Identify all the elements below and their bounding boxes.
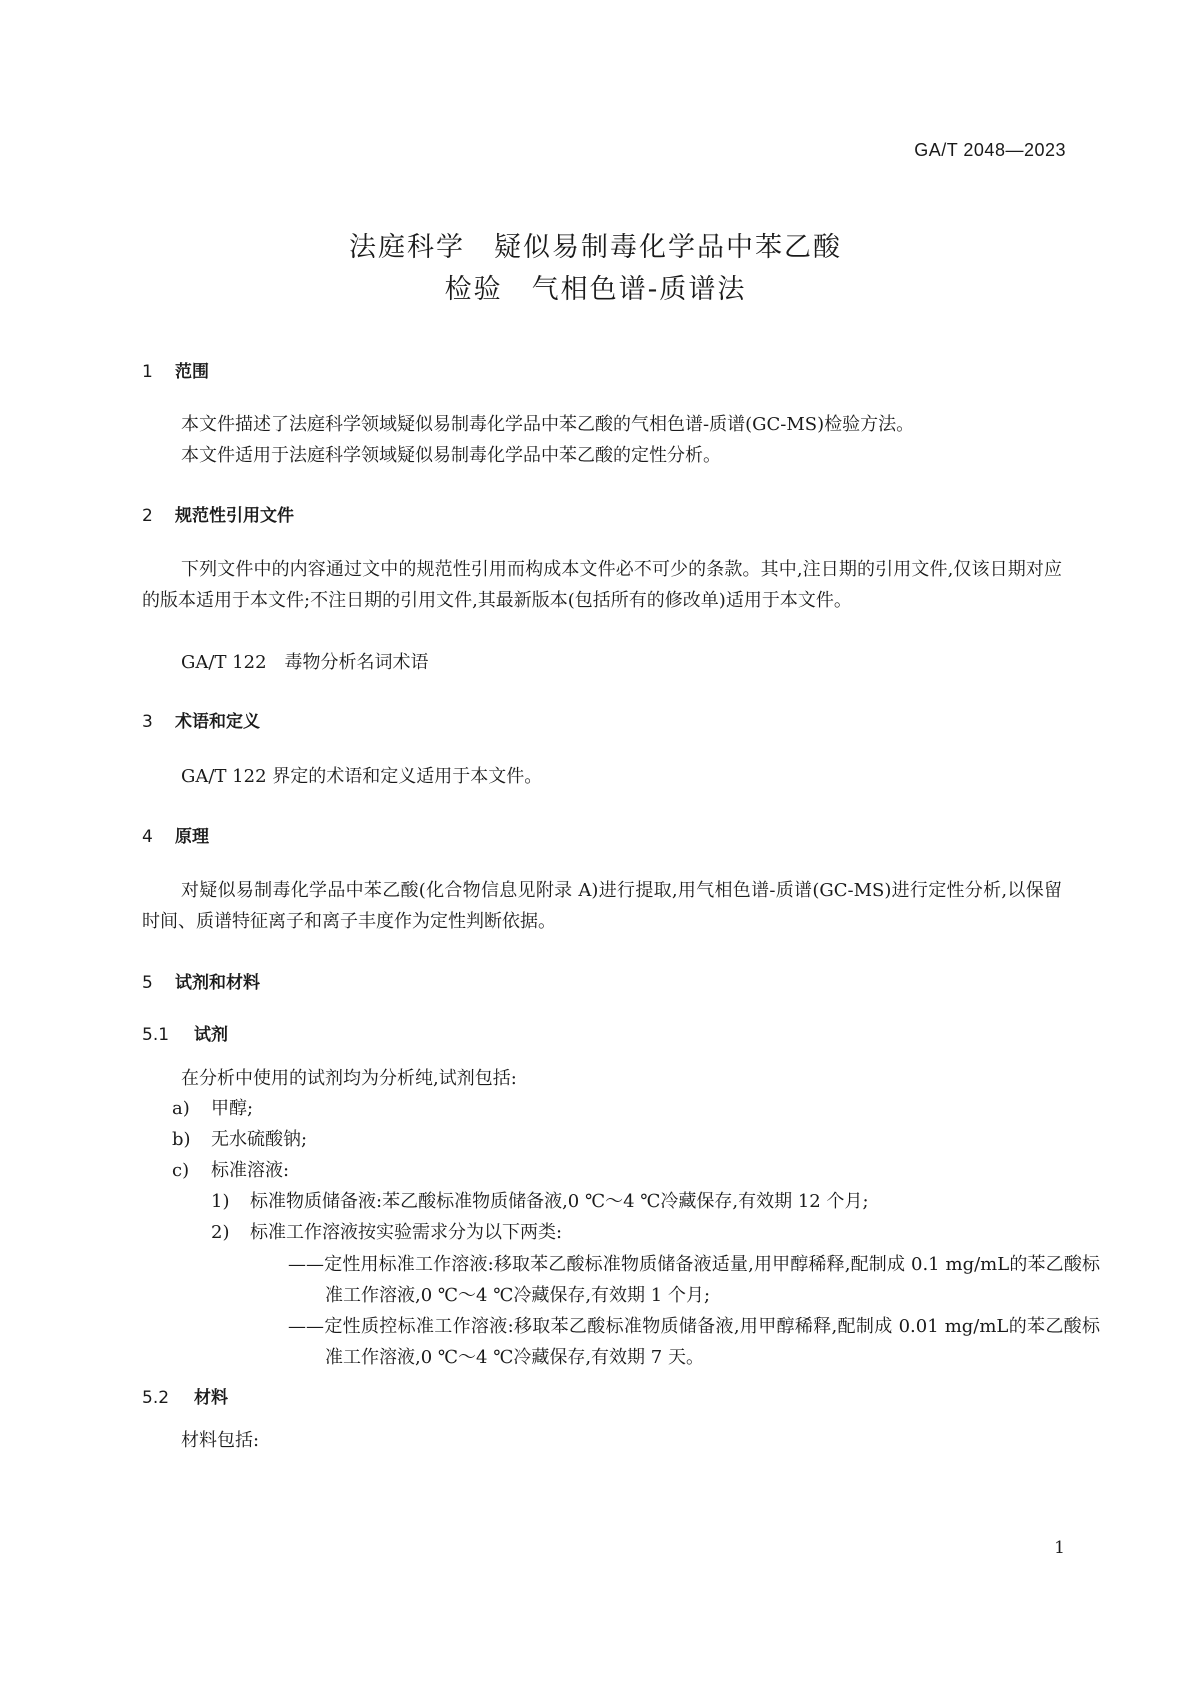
list-item <box>172 1125 307 1151</box>
section-3-heading <box>142 707 260 732</box>
section-title: 材料 <box>194 1388 228 1408</box>
section-title: 规范性引用文件 <box>175 506 294 526</box>
section-number: 5.2 <box>142 1388 170 1408</box>
paragraph: GA/T 122 界定的术语和定义适用于本文件。 <box>181 766 543 787</box>
dash-list-item: ——定性质控标准工作溶液:移取苯乙酸标准物质储备液,用甲醇稀释,配制成 0.01 mg/mL的苯乙酸标准工作溶液,0 ℃～4 ℃冷藏保存,有效期 7 天。 <box>288 1316 1100 1368</box>
page-number: 1 <box>1054 1538 1065 1558</box>
paragraph: 对疑似易制毒化学品中苯乙酸(化合物信息见附录 A)进行提取,用气相色谱-质谱(GC-MS)进行定性分析,以保留时间、质谱特征离子和离子丰度作为定性判断依据。 <box>142 880 1062 932</box>
section-number: 2 <box>142 506 153 526</box>
paragraph: 下列文件中的内容通过文中的规范性引用而构成本文件必不可少的条款。其中,注日期的引用文件,仅该日期对应的版本适用于本文件;不注日期的引用文件,其最新版本(包括所有的修改单)适用于本文件。 <box>142 559 1062 611</box>
section-number: 5.1 <box>142 1025 170 1045</box>
list-text: 无水硫酸钠; <box>211 1129 308 1150</box>
section-number: 3 <box>142 712 153 732</box>
section-number: 4 <box>142 827 153 847</box>
list-marker: a) <box>172 1098 190 1119</box>
sub-list-item <box>211 1187 869 1213</box>
section-title: 试剂 <box>194 1025 228 1045</box>
section-title: 范围 <box>175 362 209 382</box>
document-title-line1: 法庭科学 疑似易制毒化学品中苯乙酸 <box>349 232 842 263</box>
section-5-1-heading <box>142 1020 228 1045</box>
sub-list-item <box>211 1218 562 1244</box>
list-marker: 1) <box>211 1191 230 1212</box>
standard-number: GA/T 2048—2023 <box>914 140 1066 160</box>
section-5-heading <box>142 968 260 993</box>
list-marker: b) <box>172 1129 191 1150</box>
section-title: 术语和定义 <box>175 712 260 732</box>
paragraph: 本文件适用于法庭科学领域疑似易制毒化学品中苯乙酸的定性分析。 <box>181 445 721 466</box>
list-marker: c) <box>172 1160 190 1181</box>
section-title: 原理 <box>175 827 209 847</box>
document-title-line2: 检验 气相色谱-质谱法 <box>444 274 747 305</box>
list-text: 标准物质储备液:苯乙酸标准物质储备液,0 ℃～4 ℃冷藏保存,有效期 12 个月; <box>250 1191 869 1212</box>
dash-list-item: ——定性用标准工作溶液:移取苯乙酸标准物质储备液适量,用甲醇稀释,配制成 0.1 mg/mL的苯乙酸标准工作溶液,0 ℃～4 ℃冷藏保存,有效期 1 个月; <box>288 1254 1100 1306</box>
paragraph: 材料包括: <box>181 1430 260 1451</box>
section-number: 5 <box>142 973 153 993</box>
list-text: 标准工作溶液按实验需求分为以下两类: <box>250 1222 563 1243</box>
paragraph: 本文件描述了法庭科学领域疑似易制毒化学品中苯乙酸的气相色谱-质谱(GC-MS)检验方法。 <box>181 414 915 435</box>
section-1-heading <box>142 357 209 382</box>
list-item <box>172 1094 253 1120</box>
paragraph: 在分析中使用的试剂均为分析纯,试剂包括: <box>181 1068 517 1089</box>
section-5-2-heading <box>142 1383 228 1408</box>
normative-reference: GA/T 122 毒物分析名词术语 <box>181 652 429 673</box>
list-text: 甲醇; <box>211 1098 254 1119</box>
list-marker: 2) <box>211 1222 230 1243</box>
section-4-heading <box>142 822 209 847</box>
section-2-heading <box>142 501 294 526</box>
section-number: 1 <box>142 362 153 382</box>
list-item <box>172 1156 289 1182</box>
list-text: 标准溶液: <box>211 1160 290 1181</box>
section-title: 试剂和材料 <box>175 973 260 993</box>
